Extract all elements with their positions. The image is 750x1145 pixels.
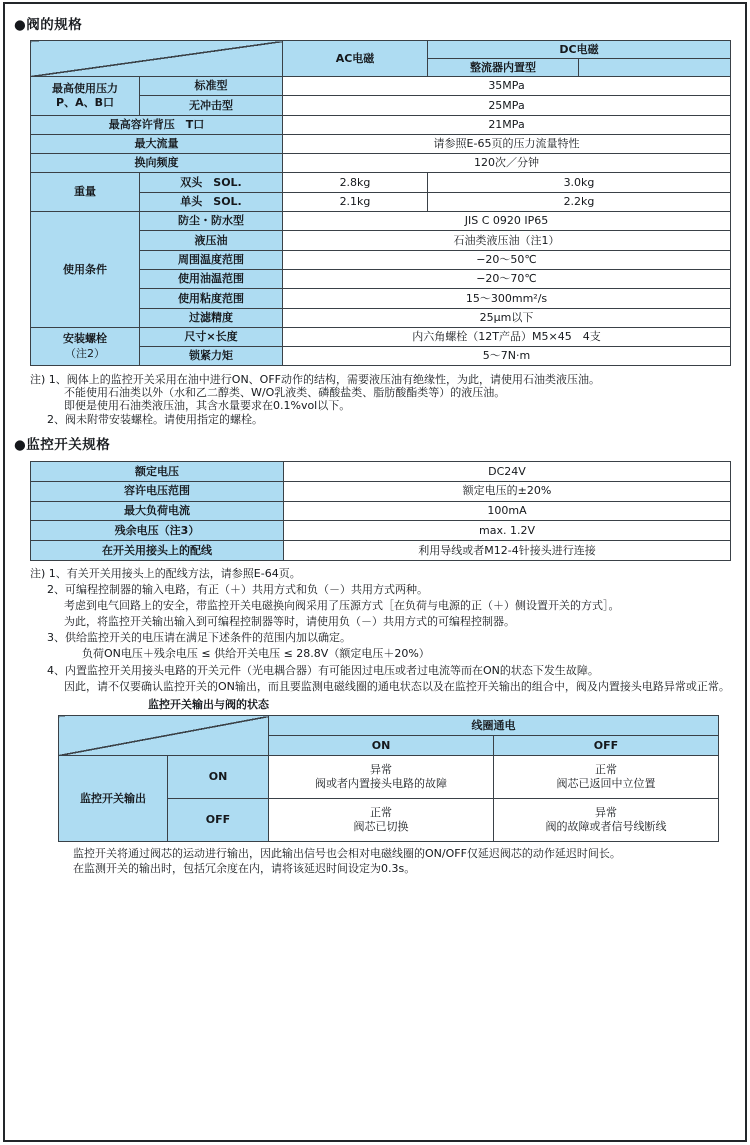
status-cell-on-on: 异常 阀或者内置接头电路的故障 <box>269 756 494 799</box>
dc-column-header: DC电磁 <box>428 41 731 59</box>
voltage-range-label: 容许电压范围 <box>31 481 284 501</box>
status-diagonal-header-cell <box>59 716 269 756</box>
dc-rectifier-subheader: 整流器内置型 <box>428 59 579 77</box>
weight-single-dc: 2.2kg <box>428 192 731 211</box>
note-line: 2、阀未附带安装螺栓。请使用指定的螺栓。 <box>47 412 263 426</box>
bolt-size-label: 尺寸×长度 <box>140 327 283 346</box>
filtration-label: 过滤精度 <box>140 308 283 327</box>
shockless-type-label: 无冲击型 <box>140 96 283 115</box>
note-line: 3、供给监控开关的电压请在满足下述条件的范围内加以确定。 <box>47 631 351 645</box>
ambient-temp-label: 周围温度范围 <box>140 250 283 269</box>
standard-type-value: 35MPa <box>283 77 731 96</box>
residual-voltage-label: 残余电压（注3） <box>31 521 284 541</box>
frequency-value: 120次／分钟 <box>283 154 731 173</box>
hydraulic-oil-label: 液压油 <box>140 231 283 250</box>
filtration-value: 25μm以下 <box>283 308 731 327</box>
coil-energized-header: 线圈通电 <box>269 716 719 736</box>
note-line: 负荷ON电压＋残余电压 ≤ 供给开关电压 ≤ 28.8V（额定电压＋20%） <box>82 647 430 661</box>
status-cell-off-off: 异常 阀的故障或者信号线断线 <box>494 799 719 842</box>
oil-temp-value: −20～70℃ <box>283 269 731 288</box>
weight-double-ac: 2.8kg <box>283 173 428 192</box>
max-flow-value: 请参照E-65页的压力流量特性 <box>283 134 731 153</box>
wiring-label: 在开关用接头上的配线 <box>31 541 284 561</box>
switch-spec-title: ●监控开关规格 <box>14 437 111 453</box>
weight-double-label: 双头 SOL. <box>140 173 283 192</box>
weight-single-ac: 2.1kg <box>283 192 428 211</box>
valve-spec-table <box>30 40 731 366</box>
note-line: 在监测开关的输出时，包括冗余度在内，请将该延迟时间设定为0.3s。 <box>73 861 416 875</box>
switch-output-off-label: OFF <box>168 799 269 842</box>
valve-spec-title: ●阀的规格 <box>14 17 83 33</box>
back-pressure-value: 21MPa <box>283 115 731 134</box>
note-line: 2、可编程控制器的输入电路，有正（＋）共用方式和负（－）共用方式两种。 <box>47 583 428 597</box>
coil-on-header: ON <box>269 736 494 756</box>
rated-voltage-value: DC24V <box>284 462 731 482</box>
weight-group-label: 重量 <box>31 173 140 212</box>
oil-temp-label: 使用油温范围 <box>140 269 283 288</box>
voltage-range-value: 额定电压的±20% <box>284 481 731 501</box>
shockless-type-value: 25MPa <box>283 96 731 115</box>
note-line: 因此，请不仅要确认监控开关的ON输出，而且要监测电磁线圈的通电状态以及在监控开关输出的组合中，阀及内置接头电路异常或正常。 <box>64 679 730 693</box>
footer-notes <box>73 847 621 876</box>
max-current-value: 100mA <box>284 501 731 521</box>
ac-column-header: AC电磁 <box>283 41 428 77</box>
max-current-label: 最大负荷电流 <box>31 501 284 521</box>
rated-voltage-label: 额定电压 <box>31 462 284 482</box>
ambient-temp-value: −20～50℃ <box>283 250 731 269</box>
conditions-group-label: 使用条件 <box>31 212 140 328</box>
note-line: 注) 1、阀体上的监控开关采用在油中进行ON、OFF动作的结构，需要液压油有绝缘性，为此，请使用石油类液压油。 <box>30 373 600 386</box>
note-line: 4、内置监控开关用接头电路的开关元件（光电耦合器）有可能因过电压或者过电流等而在ON的状态下发生故障。 <box>47 663 599 677</box>
switch-notes <box>30 566 730 695</box>
bolt-size-value: 内六角螺栓（12T产品）M5×45 4支 <box>283 327 731 346</box>
weight-single-label: 单头 SOL. <box>140 192 283 211</box>
diagonal-header-cell <box>31 41 283 77</box>
dc-subheader-empty-cell <box>579 59 731 77</box>
status-table <box>58 715 719 842</box>
frequency-label: 换向频度 <box>31 154 283 173</box>
standard-type-label: 标准型 <box>140 77 283 96</box>
note-line: 不能使用石油类以外（水和乙二醇类、W/O乳液类、磷酸盐类、脂肪酸酯类等）的液压油。 <box>64 386 506 400</box>
status-cell-on-off: 正常 阀芯已返回中立位置 <box>494 756 719 799</box>
note-line: 监控开关将通过阀芯的运动进行输出，因此输出信号也会相对电磁线圈的ON/OFF仅延迟阀芯的动作延迟时间长。 <box>73 847 621 860</box>
status-table-caption: 监控开关输出与阀的状态 <box>148 698 269 711</box>
note-line: 考虑到电气回路上的安全，带监控开关电磁换向阀采用了压源方式［在负荷与电源的正（＋）侧设置开关的方式］。 <box>64 599 620 613</box>
torque-value: 5～7N·m <box>283 347 731 366</box>
note-line: 为此，将监控开关输出输入到可编程控制器等时，请使用负（－）共用方式的可编程控制器。 <box>64 615 515 629</box>
torque-label: 锁紧力矩 <box>140 347 283 366</box>
bolt-group-label: 安装螺栓 （注2） <box>31 327 140 366</box>
note-line: 即便是使用石油类液压油，其含水量要求在0.1%vol以下。 <box>64 399 351 413</box>
back-pressure-label: 最高容许背压 T口 <box>31 115 283 134</box>
note-line: 注) 1、有关开关用接头上的配线方法，请参照E-64页。 <box>30 567 301 580</box>
weight-double-dc: 3.0kg <box>428 173 731 192</box>
max-pressure-group-label: 最高使用压力 P、A、B口 <box>31 77 140 116</box>
residual-voltage-value: max. 1.2V <box>284 521 731 541</box>
max-flow-label: 最大流量 <box>31 134 283 153</box>
hydraulic-oil-value: 石油类液压油（注1） <box>283 231 731 250</box>
coil-off-header: OFF <box>494 736 719 756</box>
viscosity-label: 使用粘度范围 <box>140 289 283 308</box>
valve-notes <box>30 373 600 426</box>
switch-spec-table <box>30 461 731 561</box>
viscosity-value: 15～300mm²/s <box>283 289 731 308</box>
switch-output-group-label: 监控开关输出 <box>59 756 168 842</box>
switch-output-on-label: ON <box>168 756 269 799</box>
status-cell-off-on: 正常 阀芯已切换 <box>269 799 494 842</box>
wiring-value: 利用导线或者M12-4针接头进行连接 <box>284 541 731 561</box>
dustproof-label: 防尘・防水型 <box>140 212 283 231</box>
dustproof-value: JIS C 0920 IP65 <box>283 212 731 231</box>
